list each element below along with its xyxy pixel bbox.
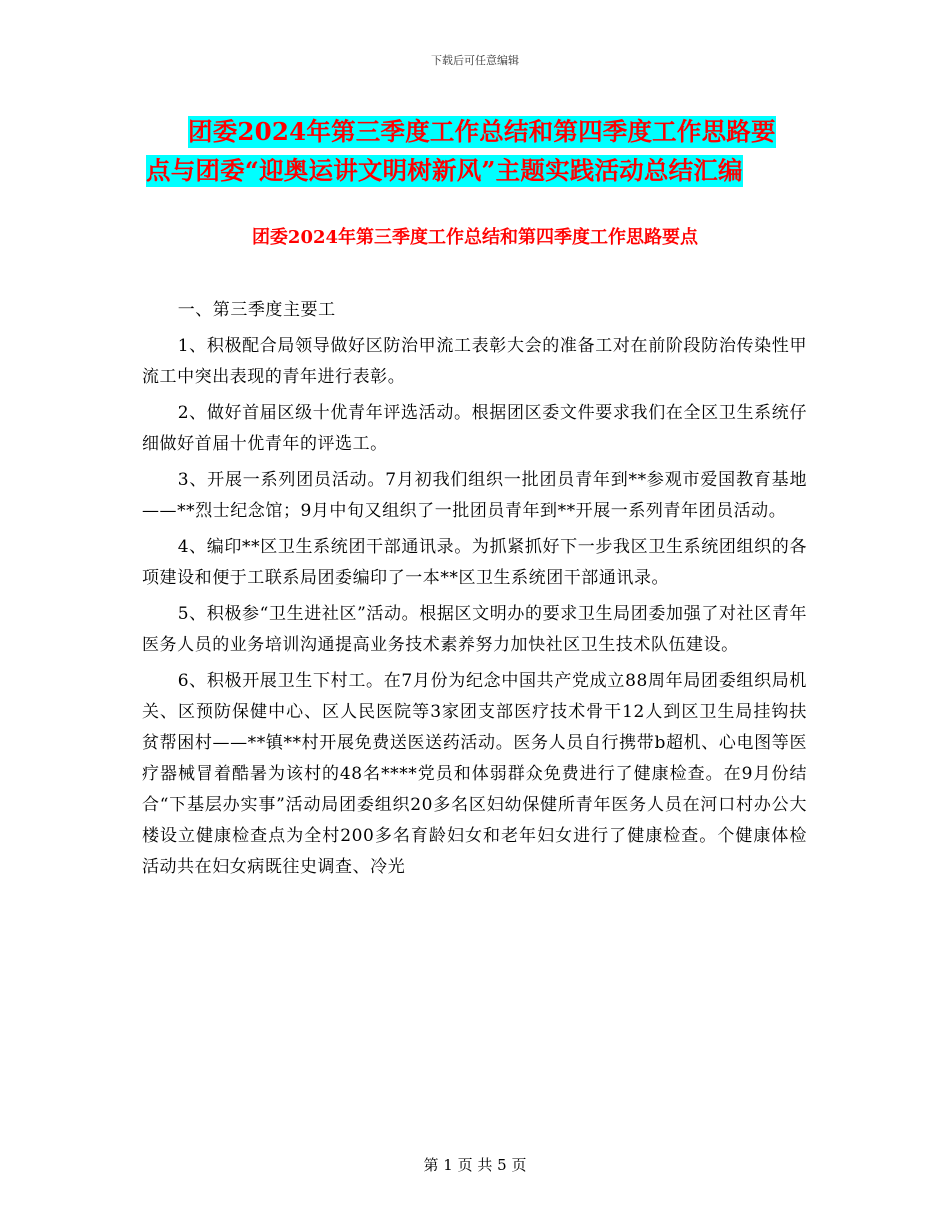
paragraph: 5、积极参“卫生进社区”活动。根据区文明办的要求卫生局团委加强了对社区青年医务人员的业务培训沟通提高业务技术素养努力加快社区卫生技术队伍建设。 <box>142 604 807 655</box>
document-title-line-1-text: 团委2024年第三季度工作总结和第四季度工作思路要 <box>188 117 776 146</box>
paragraph: 1、积极配合局领导做好区防治甲流工表彰大会的准备工对在前阶段防治传染性甲流工中突出表现的青年进行表彰。 <box>142 336 807 387</box>
body-text <box>142 295 807 888</box>
paragraph: 3、开展一系列团员活动。7月初我们组织一批团员青年到**参观市爱国教育基地——**烈士纪念馆；9月中旬又组织了一批团员青年到**开展一系列青年团员活动。 <box>142 470 807 521</box>
document-title <box>146 112 816 190</box>
paragraph-heading: 一、第三季度主要工 <box>177 300 336 320</box>
document-title-line-2 <box>146 151 816 190</box>
paragraph: 4、编印**区卫生系统团干部通讯录。为抓紧抓好下一步我区卫生系统团组织的各项建设和便于工联系局团委编印了一本**区卫生系统团干部通讯录。 <box>142 537 807 588</box>
paragraph: 2、做好首届区级十优青年评选活动。根据团区委文件要求我们在全区卫生系统仔细做好首届十优青年的评选工。 <box>142 403 807 454</box>
header-note: 下载后可任意编辑 <box>431 54 519 67</box>
page-footer: 第 1 页 共 5 页 <box>423 1156 527 1174</box>
document-title-line-1 <box>146 112 816 151</box>
paragraph: 6、积极开展卫生下村工。在7月份为纪念中国共产党成立88周年局团委组织局机关、区预防保健中心、区人民医院等3家团支部医疗技术骨干12人到区卫生局挂钩扶贫帮困村——**镇**村开展免费送医送药活动。医务人员自行携带b超机、心电图等医疗器械冒着酷暑为该村的48名****党员和体弱群众免费进行了健康检查。在9月份结合“下基层办实事”活动局团委组织20多名区妇幼保健所青年医务人员在河口村办公大楼设立健康检查点为全村200多名育龄妇女和老年妇女进行了健康检查。个健康体检活动共在妇女病既往史调查、冷光 <box>142 671 807 877</box>
section-title: 团委2024年第三季度工作总结和第四季度工作思路要点 <box>251 227 699 248</box>
document-title-line-2-text: 点与团委“迎奥运讲文明树新风”主题实践活动总结汇编 <box>146 156 743 185</box>
